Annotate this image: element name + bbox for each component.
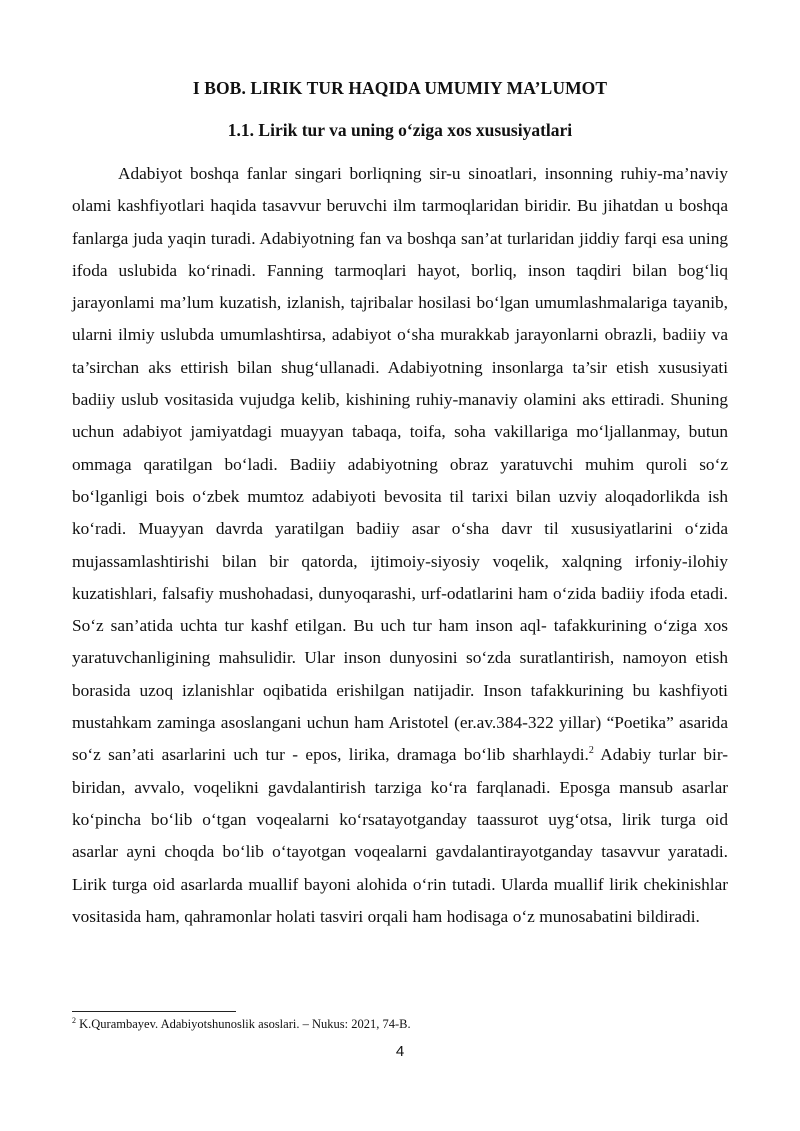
body-text-part-2: Adabiy turlar bir-biridan, avvalo, voqelikni gavdalantirish tarziga ko‘ra farqlanadi. Eposga mansub asarlar ko‘pincha bo‘lib o‘tgan voqealarni ko‘rsatayotganday taassurot uyg‘otsa, lirik turga oid asarlar ayni choqda bo‘lib o‘tayotgan voqealarni gavdalantirayotganday tasavvur yaratadi. Lirik turga oid asarlarda muallif bayoni alohida o‘rin tutadi. Ularda muallif lirik chekinishlar vositasida ham, qahramonlar holati tasviri orqali ham hodisaga o‘z munosabatini bildiradi. [72,745,728,926]
chapter-title: I BOB. LIRIK TUR HAQIDA UMUMIY MA’LUMOT [192,78,608,98]
footnote-number: 2 [72,1015,76,1025]
body-text-part-1: Adabiyot boshqa fanlar singari borliqning sir-u sinoatlari, insonning ruhiy-ma’naviy olami kashfiyotlari haqida tasavvur beruvchi ilm tarmoqlaridan biridir. Bu jihatdan u boshqa fanlarga juda yaqin turadi. Adabiyotning fan va boshqa san’at turlaridan jiddiy farqi esa uning ifoda uslubida ko‘rinadi. Fanning tarmoqlari hayot, borliq, inson taqdiri bilan bog‘liq jarayonlami ma’lum kuzatish, izlanish, tajribalar hosilasi bo‘lgan umumlashmalariga tayanib, ularni ilmiy uslubda umumlashtirsa, adabiyot o‘sha murakkab jarayonlarni obrazli, badiiy va ta’sirchan aks ettirish bilan shug‘ullanadi. Adabiyotning insonlarga ta’sir etish xususiyati badiiy uslub vositasida vujudga kelib, kishining ruhiy-manaviy olamini aks ettiradi. Shuning uchun adabiyot jamiyatdagi muayyan tabaqa, toifa, soha vakillariga mo‘ljallanmay, butun ommaga qaratilgan bo‘ladi. Badiiy adabiyotning obraz yaratuvchi muhim quroli so‘z bo‘lganligi bois o‘zbek mumtoz adabiyoti bevosita til tarixi bilan uzviy aloqadorlikda ish ko‘radi. Muayyan davrda yaratilgan badiiy asar o‘sha davr til xususiyatlarini o‘zida mujassamlashtirishi bilan bir qatorda, ijtimoiy-siyosiy voqelik, xalqning irfoniy-ilohiy kuzatishlari, falsafiy mushohadasi, dunyoqarashi, urf-odatlarini ham o‘zida badiiy ifoda etadi. So‘z san’atida uchta tur kashf etilgan. Bu uch tur ham inson aql- tafakkurining o‘ziga xos yaratuvchanligining mahsulidir. Ular inson dunyosini so‘zda suratlantirish, namoyon etish borasida uzoq izlanishlar oqibatida erishilgan natijadir. Inson tafakkurining bu kashfiyoti mustahkam zaminga asoslangani uchun ham Aristotel (er.av.384-322 yillar) “Poetika” asarida so‘z san’ati asarlarini uch tur - epos, lirika, dramaga bo‘lib sharhlaydi. [72,164,728,765]
footnote-separator [72,1011,236,1012]
body-paragraph [72,158,728,933]
footnote-text: K.Qurambayev. Adabiyotshunoslik asoslari. – Nukus: 2021, 74-B. [76,1017,411,1031]
section-title: 1.1. Lirik tur va uning o‘ziga xos xususiyatlari [227,120,573,140]
footnote-reference: 2 [588,745,594,757]
page-number: 4 [395,1043,405,1060]
footnote [72,1016,728,1032]
